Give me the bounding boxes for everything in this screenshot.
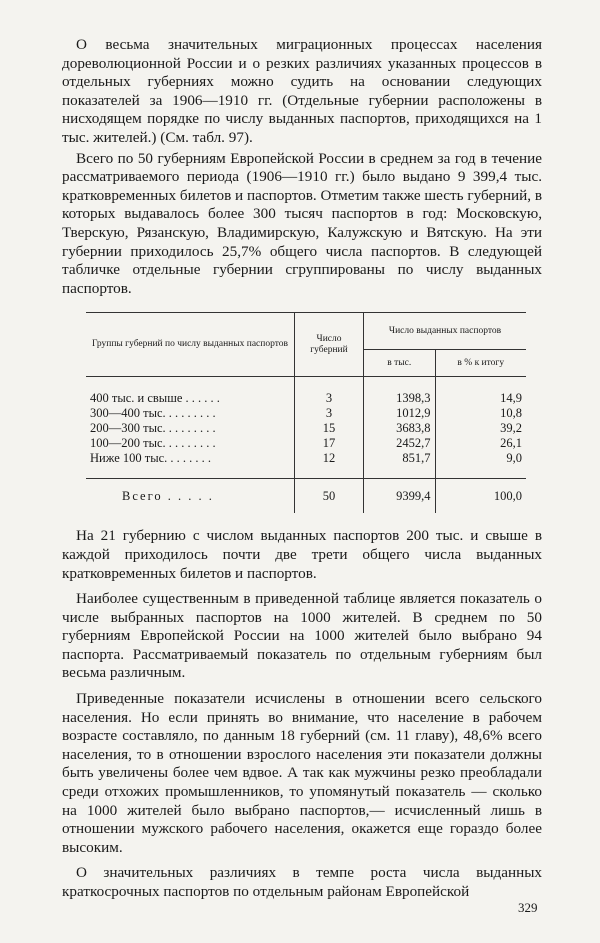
header-count: Число губерний	[295, 313, 364, 377]
row-percent: 26,1	[500, 436, 522, 451]
header-thousands: в тыс.	[364, 350, 436, 377]
row-percent: 9,0	[506, 451, 522, 466]
table-total-row	[86, 479, 526, 514]
page-number: 329	[518, 900, 538, 915]
paragraph-adult-population: Приведенные показатели исчислены в отношении всего сельского населения. Но если принять во внимание, что население в рабочем возрасте составляло, по данным 18 губерний (см. 11 главу), 48,6% всего населения, то в отношении взрослого населения эти показатели должны быть увеличены более чем вдвое. А так как мужчины резко преобладали среди отхожих промышленников, то упомянутый показатель — сколько на 1000 жителей было выбрано паспортов,— исчисленный лишь в отношении мужского рабочего населения, окажется еще гораздо более высоким.	[62, 690, 542, 856]
paragraph-growth-rate: О значительных различиях в темпе роста числа выданных краткосрочных паспортов по отдельным районам Европейской	[62, 864, 542, 900]
row-percent: 39,2	[500, 421, 522, 436]
total-thousands: 9399,4	[364, 479, 436, 514]
row-thousands: 851,7	[364, 451, 436, 466]
row-percent: 14,9	[500, 391, 522, 406]
paragraph-two-thirds: На 21 губернию с числом выданных паспортов 200 тыс. и свыше в каждой приходилось почти две трети общего числа выданных кратковременных билетов и паспортов.	[62, 527, 542, 582]
paragraph-totals: Всего по 50 губерниям Европейской России в среднем за год в течение рассматриваемого периода (1906—1910 гг.) было выдано 9 399,4 тыс. кратковременных билетов и паспортов. Отметим также шесть губерний, в которых выдавалось более 300 тысяч паспортов в год: Московскую, Тверскую, Рязанскую, Владимирскую, Калужскую и Вятскую. На эти губернии приходилось 25,7% общего числа паспортов. В следующей табличке отдельные губернии сгруппированы по числу выданных паспортов.	[62, 149, 542, 297]
table-row	[86, 421, 526, 436]
table-row	[86, 391, 526, 406]
table-row	[86, 406, 526, 421]
row-group: Ниже 100 тыс. . . . . . . .	[86, 451, 295, 466]
page-body	[62, 36, 542, 902]
row-count: 15	[295, 421, 364, 436]
row-thousands: 2452,7	[364, 436, 436, 451]
row-group: 200—300 тыс. . . . . . . . .	[86, 421, 295, 436]
paragraph-per-thousand: Наиболее существенным в приведенной таблице является показатель о числе выбранных паспортов на 1000 жителей. В среднем по 50 губерниям Европейской России на 1000 жителей было выбрано 94 паспорта. Рассматриваемый показатель по отдельным губерниям был весьма различным.	[62, 590, 542, 682]
passport-groups-table	[86, 312, 526, 513]
row-thousands: 1398,3	[364, 391, 436, 406]
row-group: 100—200 тыс. . . . . . . . .	[86, 436, 295, 451]
row-group: 400 тыс. и свыше . . . . . .	[86, 391, 295, 406]
total-label: Всего . . . . .	[86, 479, 295, 514]
row-percent: 10,8	[500, 406, 522, 421]
row-group: 300—400 тыс. . . . . . . . .	[86, 406, 295, 421]
row-thousands: 3683,8	[364, 421, 436, 436]
row-count: 3	[295, 391, 364, 406]
total-count: 50	[295, 479, 364, 514]
table-row	[86, 436, 526, 451]
header-percent: в % к итогу	[435, 350, 526, 377]
header-group: Группы губерний по числу выданных паспортов	[86, 313, 295, 377]
row-count: 3	[295, 406, 364, 421]
row-count: 17	[295, 436, 364, 451]
header-passports: Число выданных паспортов	[364, 313, 527, 350]
paragraph-intro: О весьма значительных миграционных процессах населения дореволюционной России и о резких различиях указанных процессов в отдельных губерниях можно судить на основании следующих показателей за 1906—1910 гг. (Отдельные губернии расположены в нисходящем порядке по числу выданных паспортов, приходящихся на 1 тыс. жителей.) (См. табл. 97).	[62, 36, 542, 146]
row-thousands: 1012,9	[364, 406, 436, 421]
table-row	[86, 451, 526, 466]
row-count: 12	[295, 451, 364, 466]
total-percent: 100,0	[435, 479, 526, 514]
